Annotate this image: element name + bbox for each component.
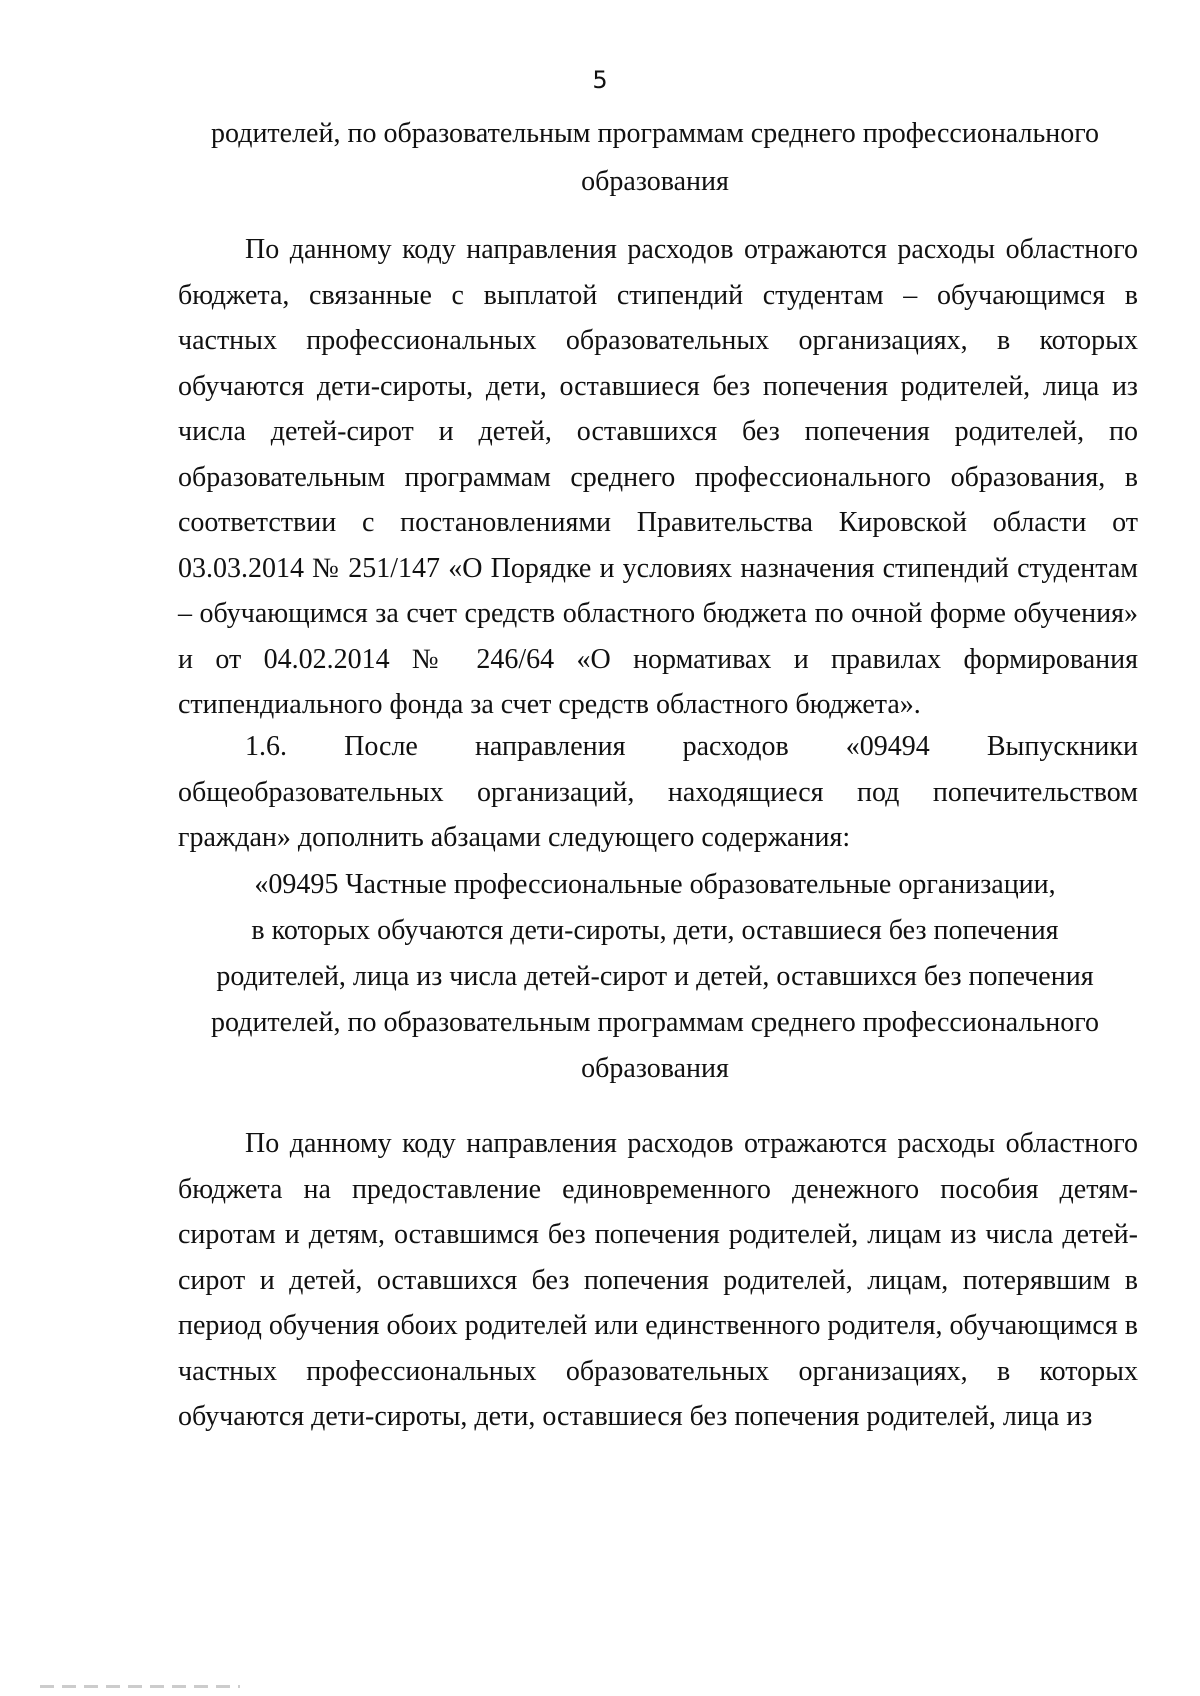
item-1-6-line-1 [178, 724, 1138, 770]
paragraph-09494-description [178, 227, 1138, 728]
item-1-6 [178, 724, 1138, 861]
word: Выпускники [986, 731, 1138, 762]
heading-line: родителей, по образовательным программам среднего профессионального [211, 118, 1099, 149]
word: попечительством [932, 776, 1138, 808]
heading-line: родителей, по образовательным программам среднего профессионального [211, 1007, 1099, 1038]
heading-line: образования [581, 166, 729, 197]
scan-artifact [40, 1685, 240, 1688]
word: организаций, [477, 776, 635, 808]
item-1-6-line-3: граждан» дополнить абзацами следующего содержания: [178, 822, 851, 853]
heading-line: «09495 Частные профессиональные образовательные организации, [254, 869, 1056, 900]
heading-line: родителей, лица из числа детей-сирот и детей, оставшихся без попечения [216, 961, 1094, 992]
word: 1.6. [245, 731, 287, 762]
heading-line: в которых обучаются дети-сироты, дети, оставшиеся без попечения [251, 915, 1059, 946]
heading-09495 [175, 862, 1135, 1092]
word: находящиеся [667, 776, 824, 808]
word: «09494 [845, 731, 930, 762]
word: После [344, 731, 418, 762]
page-number: 5 [592, 66, 608, 94]
word: под [856, 776, 900, 808]
paragraph-09495-description [178, 1121, 1138, 1440]
paragraph-text: По данному коду направления расходов отражаются расходы областного бюджета на предоставление единовременного денежного пособия детям-сиротам и детям, оставшимся без попечения родителей, лицам из числа детей-сирот и детей, оставшихся без попечения родителей, лицам, потерявшим в период обучения обоих родителей или единственного родителя, обучающимся в частных профессиональных образовательных организациях, в которых обучаются дети-сироты, дети, оставшиеся без попечения родителей, лица из [178, 1128, 1138, 1432]
word: направления [474, 731, 626, 762]
item-1-6-line-2 [178, 770, 1138, 816]
word: общеобразовательных [178, 776, 444, 808]
paragraph-text: По данному коду направления расходов отражаются расходы областного бюджета, связанные с выплатой стипендий студентам – обучающимся в частных профессиональных образовательных организациях, в которых обучаются дети-сироты, дети, оставшиеся без попечения родителей, лица из числа детей-сирот и детей, оставшихся без попечения родителей, по образовательным программам среднего профессионального образования, в соответствии с постановлениями Правительства Кировской области от 03.03.2014 № 251/147 «О Порядке и условиях назначения стипендий студентам – обучающимся за счет средств областного бюджета по очной форме обучения» и от 04.02.2014 № 246/64 «О нормативах и правилах формирования стипендиального фонда за счет средств областного бюджета». [178, 234, 1138, 720]
word: расходов [682, 731, 789, 762]
heading-line: образования [581, 1053, 729, 1084]
heading-continuation [175, 110, 1135, 206]
